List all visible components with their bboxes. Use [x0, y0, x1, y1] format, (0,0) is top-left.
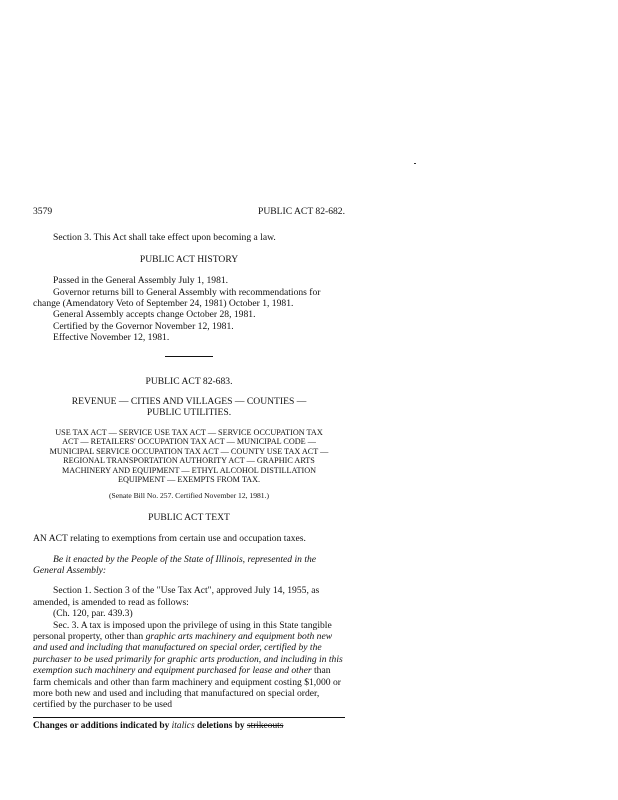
history-line: Governor returns bill to General Assembly with recommendations for change (Amendatory Veto of September 24, 1981) October 1, 1981.: [33, 286, 321, 310]
act-subject: [33, 396, 345, 419]
history-heading: PUBLIC ACT HISTORY: [139, 253, 239, 265]
footer-prefix: Changes or additions indicated by: [33, 720, 172, 731]
topic-line: EQUIPMENT — EXEMPTS FROM TAX.: [117, 474, 261, 484]
document-page: [33, 206, 345, 732]
section-3-text: [33, 620, 345, 711]
topic-line: ACT — RETAILERS' OCCUPATION TAX ACT — MUNICIPAL CODE —: [62, 437, 316, 447]
page-number: 3579: [33, 206, 53, 217]
sec3-lead: Sec. 3. A tax is imposed upon the privilege of using in this State tangible personal property, other than: [33, 619, 332, 642]
subject-line: REVENUE — CITIES AND VILLAGES — COUNTIES —: [71, 396, 307, 408]
topics-block: [33, 428, 345, 484]
footer-middle: deletions by: [194, 720, 247, 731]
scan-speck: [414, 163, 416, 164]
topic-line: USE TAX ACT — SERVICE USE TAX ACT — SERVICE OCCUPATION TAX: [55, 427, 323, 437]
history-list: [33, 275, 345, 343]
certification-note: (Senate Bill No. 257. Certified November 12, 1981.): [108, 491, 270, 501]
topic-line: REGIONAL TRANSPORTATION AUTHORITY ACT — GRAPHIC ARTS: [63, 456, 315, 466]
page-header: [33, 206, 345, 217]
history-line: Effective November 12, 1981.: [53, 332, 170, 344]
section-1: Section 1. Section 3 of the "Use Tax Act", approved July 14, 1955, as amended, is amended to read as follows:: [33, 585, 320, 608]
text-heading: PUBLIC ACT TEXT: [148, 511, 230, 523]
sec3-tail: than farm chemicals and other than farm machinery and equipment costing $1,000 or more both new and used and including that manufactured on special order, certified by the purchaser to be used: [33, 665, 341, 711]
section-divider: [165, 356, 213, 357]
footer-strike-word: strikeouts: [246, 720, 284, 731]
effective-clause: Section 3. This Act shall take effect upon becoming a law.: [53, 232, 276, 244]
act-heading: PUBLIC ACT 82-683.: [145, 375, 233, 387]
history-line: Passed in the General Assembly July 1, 1981.: [53, 275, 229, 287]
enacting-clause: Be it enacted by the People of the State of Illinois, represented in the General Assembly:: [33, 553, 317, 576]
footer-divider: [33, 717, 345, 718]
sec3-italic-insertion: graphic arts machinery and equipment both new and used and including that manufactured on special order, certified by the purchaser to be used primarily for graphic arts production, and including in this exemption such machinery and equipment purchased for lease and other: [33, 630, 343, 677]
topic-line: MACHINERY AND EQUIPMENT — ETHYL ALCOHOL DISTILLATION: [61, 465, 317, 475]
citation: (Ch. 120, par. 439.3): [53, 608, 133, 620]
footer-italics-word: italics: [171, 720, 195, 731]
subject-line: PUBLIC UTILITIES.: [146, 407, 232, 419]
history-line: Certified by the Governor November 12, 1981.: [53, 320, 234, 332]
topic-line: MUNICIPAL SERVICE OCCUPATION TAX ACT — COUNTY USE TAX ACT —: [49, 446, 329, 456]
act-title: AN ACT relating to exemptions from certain use and occupation taxes.: [33, 533, 306, 545]
page-footer: [33, 721, 345, 732]
running-title: PUBLIC ACT 82-682.: [258, 206, 345, 217]
history-line: General Assembly accepts change October 28, 1981.: [53, 309, 256, 321]
